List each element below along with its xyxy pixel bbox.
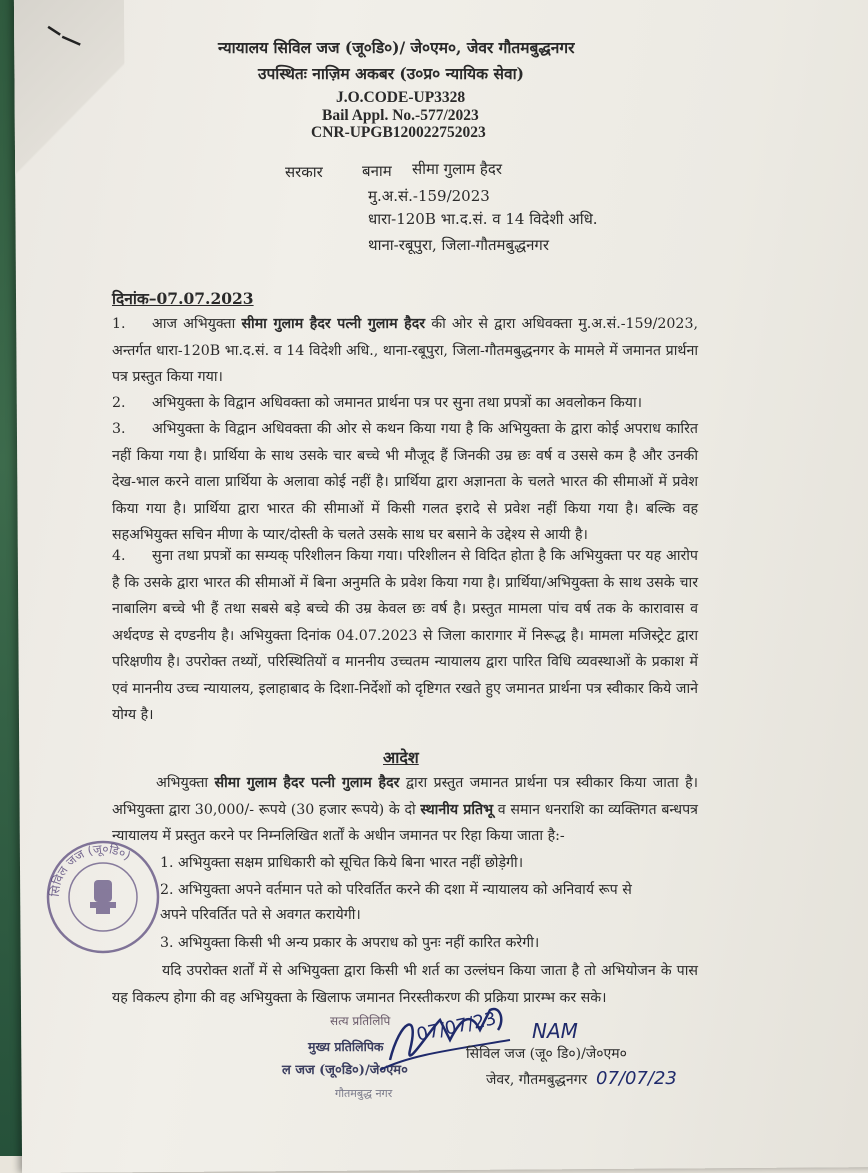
true-copy-stamp: सत्य प्रतिलिपि <box>330 1014 391 1028</box>
paragraph-number: 4. <box>112 548 126 564</box>
accused-name: सीमा गुलाम हैदर पत्नी गुलाम हैदर <box>241 316 426 332</box>
accused-name: सीमा गुलाम हैदर पत्नी गुलाम हैदर <box>214 775 400 791</box>
party-state: सरकार <box>285 163 323 181</box>
case-sections: धारा-120B भा.द.सं. व 14 विदेशी अधि. <box>368 210 598 228</box>
folded-corner <box>14 0 125 183</box>
pen-mark-icon <box>44 15 84 55</box>
court-seal-stamp <box>44 838 162 956</box>
party-accused: सीमा गुलाम हैदर <box>412 160 502 178</box>
case-number: मु.अ.सं.-159/2023 <box>368 187 490 205</box>
paragraph-number: 2. <box>112 395 126 411</box>
district-stamp-line: गौतमबुद्ध नगर <box>335 1087 393 1100</box>
seal-text: सिविल जज (जू०डि०) <box>47 841 134 898</box>
jo-code: J.O.CODE-UP3328 <box>336 89 466 106</box>
court-stamp-line: ल जज (जू०डि०)/जे०एम० <box>282 1063 408 1078</box>
order-closing: यदि उपरोक्त शर्तों में से अभियुक्ता द्वारा किसी भी शर्त का उल्लंघन किया जाता है तो अभियोजन के पास यह विकल्प होगा की वह अभियुक्ता के खिलाफ जमानत निरस्तीकरण की प्रक्रिया प्रारम्भ कर सके। <box>112 963 698 1006</box>
presiding-officer: उपस्थितः नाज़िम अकबर (उ०प्र० न्यायिक सेवा) <box>258 64 524 83</box>
handwritten-signature-left <box>370 1000 520 1080</box>
paragraph-4: 4. सुना तथा प्रपत्रों का सम्यक् परिशीलन किया गया। परिशीलन से विदित होता है कि अभियुक्ता पर यह आरोप है कि उसके द्वारा भारत की सीमाओं में बिना अनुमति के प्रवेश किया गया है। प्रार्थिया/अभियुक्ता के साथ उसके चार नाबालिग बच्चे भी हैं तथा सबसे बड़े बच्चे की उम्र केवल छः वर्ष है। प्रस्तुत मामला पांच वर्ष तक के कारावास व अर्थदण्ड से दण्डनीय है। अभियुक्ता दिनांक 04.07.2023 से जिला कारागार में निरूद्ध है। मामला मजिस्ट्रेट द्वारा परिक्षणीय है। उपरोक्त तथ्यों, परिस्थितियों व माननीय उच्चतम न्यायालय द्वारा पारित विधि व्यवस्थाओं के प्रकाश में एवं माननीय उच्च न्यायालय, इलाहाबाद के दिशा-निर्देशों को दृष्टिगत रखते हुए जमानत प्रार्थना पत्र स्वीकार किये जाने योग्य है। <box>112 543 698 729</box>
paragraph-2: 2. अभियुक्ता के विद्वान अधिवक्ता को जमानत प्रार्थना पत्र पर सुना तथा प्रपत्रों का अवलोकन किया। <box>112 390 698 417</box>
paragraph-number: 3. <box>112 421 126 437</box>
svg-text:सिविल जज (जू०डि०) <box>48 842 133 898</box>
condition-3: 3. अभियुक्ता किसी भी अन्य प्रकार के अपराध को पुनः नहीं कारित करेगी। <box>160 935 540 951</box>
cnr-number: CNR-UPGB120022752023 <box>311 124 486 141</box>
handwritten-date-left: 07/07/23 <box>414 1008 499 1046</box>
bail-application-number: Bail Appl. No.-577/2023 <box>322 107 479 124</box>
condition-2: 2. अभियुक्ता अपने वर्तमान पते को परिवर्तित करने की दशा में न्यायालय को अनिवार्य रूप से <box>160 882 632 898</box>
judge-designation: सिविल जज (जू० डि०)/जे०एम० <box>466 1046 627 1062</box>
handwritten-date-right <box>594 1058 684 1092</box>
chief-copyist-stamp: मुख्य प्रतिलिपिक <box>308 1039 384 1054</box>
order-heading: आदेश <box>383 748 419 767</box>
paragraph-1: 1. आज अभियुक्ता सीमा गुलाम हैदर पत्नी गुलाम हैदर की ओर से द्वारा अधिवक्ता मु.अ.सं.-159/2023, अन्तर्गत धारा-120B भा.द.सं. व 14 विदेशी अधि., थाना-रबूपुरा, जिला-गौतमबुद्धनगर के मामले में जमानत प्रार्थना पत्र प्रस्तुत किया गया। <box>112 311 698 391</box>
condition-2-continued: अपने परिवर्तित पते से अवगत करायेगी। <box>160 907 361 923</box>
paragraph-number: 1. <box>112 316 126 332</box>
order-body: अभियुक्ता सीमा गुलाम हैदर पत्नी गुलाम हैदर द्वारा प्रस्तुत जमानत प्रार्थना पत्र स्वीकार किया जाता है। अभियुक्ता द्वारा 30,000/- रूपये (30 हजार रूपये) के दो स्थानीय प्रतिभू व समान धनराशि का व्यक्तिगत बन्धपत्र न्यायालय में प्रस्तुत करने पर निम्नलिखित शर्तों के अधीन जमानत पर रिहा किया जाता है:- <box>112 775 699 844</box>
emblem-icon <box>90 880 116 914</box>
svg-text:NAM: NAM <box>532 1019 578 1043</box>
order-date: दिनांक–07.07.2023 <box>112 289 254 308</box>
police-station: थाना-रबूपुरा, जिला-गौतमबुद्धनगर <box>368 236 549 254</box>
court-title: न्यायालय सिविल जज (जू०डि०)/ जे०एम०, जेवर गौतमबुद्धनगर <box>218 38 575 57</box>
paragraph-3: 3. अभियुक्ता के विद्वान अधिवक्ता की ओर से कथन किया गया है कि अभियुक्ता के द्वारा कोई अपराध कारित नहीं किया गया है। प्रार्थिया के साथ उसके चार बच्चे भी मौजूद हैं जिनकी उम्र छः वर्ष व उससे कम है और उनकी देख-भाल करने वाला प्रार्थिया के अलावा कोई नहीं है। प्रार्थिया द्वारा अज्ञानता के चलते भारत की सीमाओं में प्रवेश किया गया है। प्रार्थिया द्वारा भारत की सीमाओं में किसी गलत इरादे से प्रवेश नहीं किया गया है। बल्कि वह सहअभियुक्त सचिन मीणा के प्यार/दोस्ती के चलते उसके साथ घर बसाने के उद्देश्य से आयी है। <box>112 416 698 549</box>
judge-location: जेवर, गौतमबुद्धनगर <box>486 1072 588 1088</box>
svg-text:07/07/23: 07/07/23 <box>596 1068 677 1089</box>
versus-label: बनाम <box>362 162 392 180</box>
condition-1: 1. अभियुक्ता सक्षम प्राधिकारी को सूचित किये बिना भारत नहीं छोड़ेगी। <box>160 855 524 871</box>
local-surety-term: स्थानीय प्रतिभू <box>420 801 494 818</box>
